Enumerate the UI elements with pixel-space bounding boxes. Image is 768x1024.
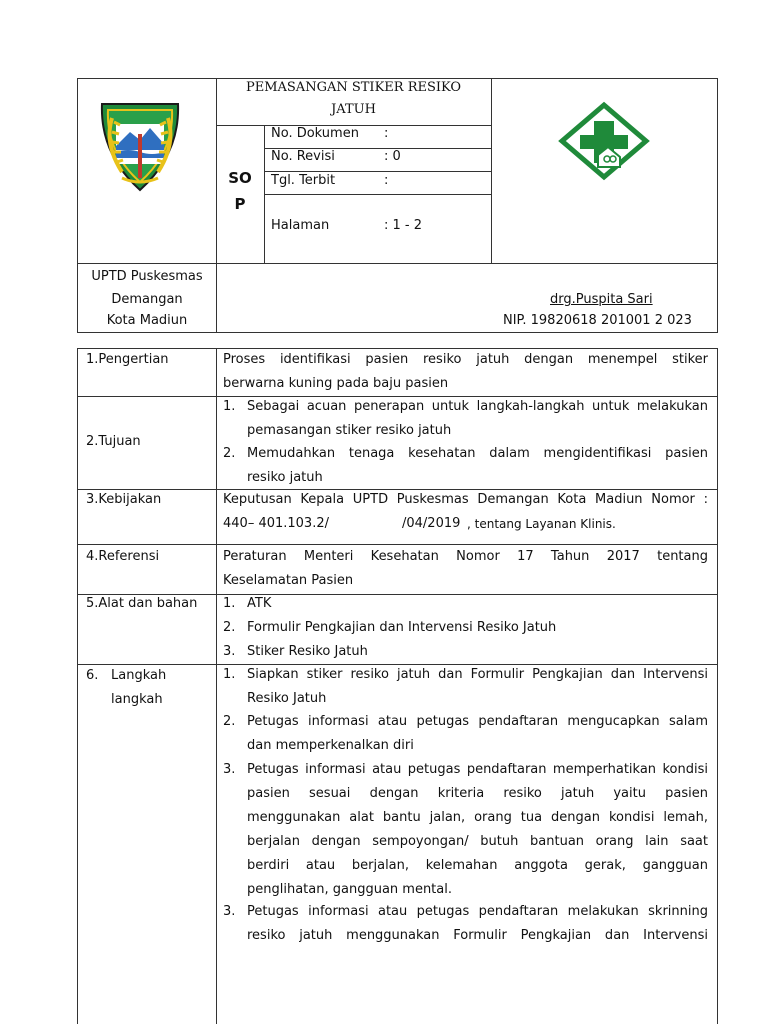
list-number: 2.	[223, 446, 236, 461]
list-number: 1.	[223, 399, 236, 414]
kebijakan-number-c: , tentang Layanan Klinis.	[467, 517, 616, 531]
field-divider-2	[264, 171, 491, 172]
list-line: berjalan dengan sempoyongan/ butuh bantuan orang lain saat	[247, 834, 708, 849]
list-text: Stiker Resiko Jatuh	[247, 644, 368, 659]
list-item	[223, 395, 708, 443]
field-value-no-revisi: : 0	[384, 149, 401, 164]
list-number: 3.	[223, 904, 236, 919]
document-title-line1: PEMASANGAN STIKER RESIKO	[245, 80, 462, 95]
list-line: Petugas informasi atau petugas pendaftaran mengucapkan salam	[247, 714, 708, 729]
org-line2: Demangan	[111, 292, 183, 307]
org-line1: UPTD Puskesmas	[91, 269, 203, 284]
signer-nip: NIP. 19820618 201001 2 023	[503, 313, 692, 328]
sop-label-line2: P	[234, 195, 246, 213]
madiun-emblem-icon	[92, 94, 188, 194]
document-title-line2: JATUH	[331, 102, 376, 117]
list-line: Petugas informasi atau petugas pendaftaran memperhatikan kondisi	[247, 762, 708, 777]
list-number: 3.	[223, 762, 236, 777]
list-line: Memudahkan tenaga kesehatan dalam mengidentifikasi pasien	[247, 446, 708, 461]
label-kebijakan: 3.Kebijakan	[86, 492, 162, 507]
list-line: Sebagai acuan penerapan untuk langkah-langkah untuk melakukan	[247, 399, 708, 414]
label-langkah-number: 6.	[86, 668, 99, 683]
list-line: berdiri atau berjalan, kelemahan anggota gerak, gangguan	[247, 858, 708, 873]
field-value-tgl-terbit: :	[384, 173, 389, 188]
list-item	[223, 663, 708, 711]
header-border-mid	[77, 263, 717, 264]
list-item	[223, 710, 708, 758]
kebijakan-line1: Keputusan Kepala UPTD Puskesmas Demangan Kota Madiun Nomor :	[223, 492, 708, 507]
field-value-halaman: : 1 - 2	[384, 218, 423, 233]
content-border-right	[717, 348, 718, 1024]
list-line: Resiko Jatuh	[247, 691, 327, 706]
list-item	[223, 592, 708, 616]
field-value-no-dokumen: :	[384, 126, 389, 141]
sop-label-line1: SO	[228, 169, 252, 187]
header-border-right	[717, 78, 718, 333]
list-line: Petugas informasi atau petugas pendaftaran melakukan skrinning	[247, 904, 708, 919]
list-number: 2.	[223, 714, 236, 729]
list-item	[223, 442, 708, 490]
list-number: 3.	[223, 644, 236, 659]
list-item	[223, 616, 708, 640]
header-border-top	[77, 78, 717, 79]
list-line: pemasangan stiker resiko jatuh	[247, 423, 452, 438]
kebijakan-number-b: /04/2019	[402, 516, 461, 531]
list-text: ATK	[247, 596, 272, 611]
list-text: Formulir Pengkajian dan Intervensi Resiko Jatuh	[247, 620, 557, 635]
header-border-bottom	[77, 332, 717, 333]
field-divider-3	[264, 194, 491, 195]
list-item	[223, 640, 708, 664]
list-line: menggunakan alat bantu jalan, orang tua dengan kondisi lemah,	[247, 810, 708, 825]
org-line3: Kota Madiun	[106, 313, 188, 328]
referensi-line: Peraturan Menteri Kesehatan Nomor 17 Tahun 2017 tentang	[223, 549, 708, 564]
list-line: pasien sesuai dengan kriteria resiko jatuh yaitu pasien	[247, 786, 708, 801]
field-label-no-revisi: No. Revisi	[271, 149, 335, 164]
kebijakan-text	[223, 488, 708, 512]
kebijakan-number-a: 440– 401.103.2/	[223, 516, 329, 531]
list-item	[223, 758, 708, 902]
field-label-halaman: Halaman	[271, 218, 330, 233]
field-label-no-dokumen: No. Dokumen	[271, 126, 359, 141]
header-divider-right	[491, 78, 492, 264]
pengertian-text	[223, 348, 708, 396]
list-line: dan memperkenalkan diri	[247, 738, 414, 753]
list-item	[223, 900, 708, 948]
label-alat-bahan: 5.Alat dan bahan	[86, 596, 198, 611]
list-line: penglihatan, gangguan mental.	[247, 882, 452, 897]
list-number: 2.	[223, 620, 236, 635]
content-border-left	[77, 348, 78, 1024]
signer-name: drg.Puspita Sari	[550, 292, 653, 307]
pengertian-line: Proses identifikasi pasien resiko jatuh dengan menempel stiker	[223, 352, 708, 367]
list-line: resiko jatuh	[247, 470, 323, 485]
label-tujuan: 2.Tujuan	[86, 434, 141, 449]
label-referensi: 4.Referensi	[86, 549, 160, 564]
list-number: 1.	[223, 596, 236, 611]
list-line: resiko jatuh menggunakan Formulir Pengkajian dan Intervensi	[247, 928, 708, 943]
field-label-tgl-terbit: Tgl. Terbit	[271, 173, 336, 188]
pengertian-line: berwarna kuning pada baju pasien	[223, 376, 449, 391]
puskesmas-logo-icon	[548, 101, 660, 181]
label-langkah-line1: Langkah	[111, 668, 167, 683]
referensi-line: Keselamatan Pasien	[223, 573, 354, 588]
content-divider	[216, 348, 217, 1024]
list-number: 1.	[223, 667, 236, 682]
list-line: Siapkan stiker resiko jatuh dan Formulir Pengkajian dan Intervensi	[247, 667, 708, 682]
referensi-text	[223, 545, 708, 593]
label-langkah-line2: langkah	[111, 692, 163, 707]
label-pengertian: 1.Pengertian	[86, 352, 169, 367]
